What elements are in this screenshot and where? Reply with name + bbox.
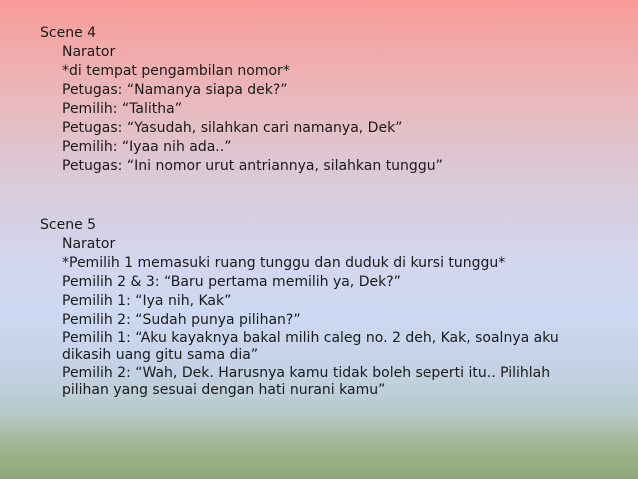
scene-4-line: Petugas: “Namanya siapa dek?” [62, 82, 288, 98]
scene-5-line: Pemilih 1: “Iya nih, Kak” [62, 293, 232, 309]
scene-5-line: Pemilih 2: “Wah, Dek. Harusnya kamu tidak boleh seperti itu.. Pilihlah pilihan yang sesuai dengan hati nurani kamu” [62, 365, 551, 398]
scene-5-line: Pemilih 2: “Sudah punya pilihan?” [62, 312, 301, 328]
scene-5-line: Narator [62, 236, 116, 252]
scene-4-line: Petugas: “Yasudah, silahkan cari namanya, Dek” [62, 120, 403, 136]
scene-4-line: Petugas: “Ini nomor urut antriannya, silahkan tunggu” [62, 158, 443, 174]
scene-5-line: Pemilih 2 & 3: “Baru pertama memilih ya, Dek?” [62, 274, 401, 290]
scene-5-heading: Scene 5 [40, 217, 97, 233]
scene-4-heading: Scene 4 [40, 25, 97, 41]
scene-4-block [40, 24, 443, 176]
scene-5-block [40, 216, 582, 400]
scene-4-line: Pemilih: “Iyaa nih ada..” [62, 139, 232, 155]
scene-5-line: Pemilih 1: “Aku kayaknya bakal milih caleg no. 2 deh, Kak, soalnya aku dikasih uang gitu sama dia” [62, 330, 559, 363]
scene-4-line: Narator [62, 44, 116, 60]
scene-4-line: Pemilih: “Talitha” [62, 101, 182, 117]
scene-5-line: *Pemilih 1 memasuki ruang tunggu dan duduk di kursi tunggu* [62, 255, 506, 271]
scene-5-lines [40, 235, 582, 398]
scene-4-lines [40, 43, 443, 176]
scene-4-line: *di tempat pengambilan nomor* [62, 63, 290, 79]
